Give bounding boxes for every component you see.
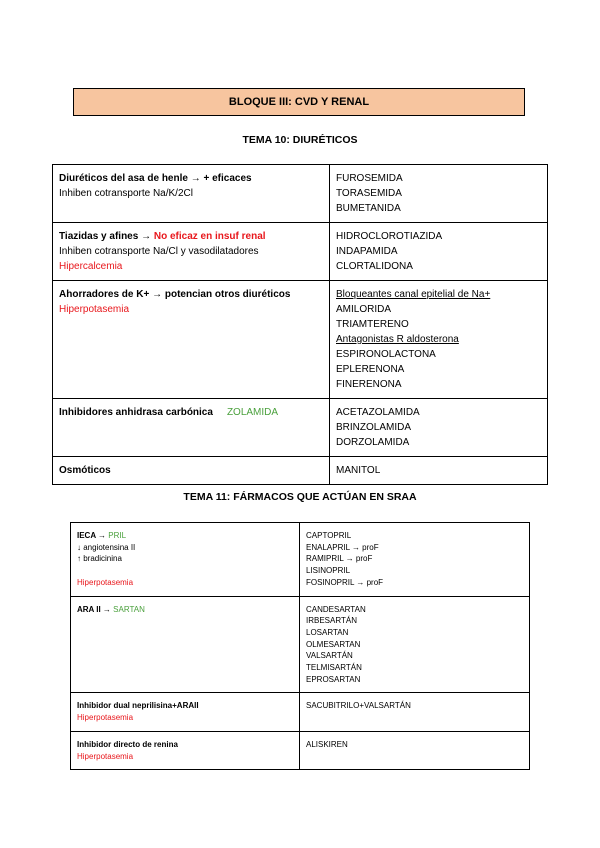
drugs-cell	[300, 596, 530, 693]
table-row	[71, 523, 530, 597]
drug-item: ENALAPRIL → proF	[306, 542, 379, 552]
drug-item: INDAPAMIDA	[336, 246, 398, 257]
adverse-effect: Hiperpotasemia	[77, 751, 134, 761]
mechanism: Inhiben cotransporte Na/Cl y vasodilatadores	[59, 246, 259, 257]
table-row	[53, 399, 548, 457]
class-feature: No eficaz en insuf renal	[153, 231, 266, 242]
class-cell	[53, 165, 330, 223]
drug-item: CAPTOPRIL	[306, 531, 352, 540]
drug-item: IRBESARTÁN	[306, 616, 357, 626]
suffix-label: PRIL	[108, 531, 127, 540]
class-cell	[71, 693, 300, 731]
tema10-title: TEMA 10: DIURÉTICOS	[242, 134, 358, 146]
effect-line: ↓ angiotensina II	[77, 542, 136, 552]
arrow-icon: →	[100, 604, 114, 614]
class-name: Tiazidas y afines	[59, 231, 139, 242]
class-cell	[53, 399, 330, 457]
drug-item: FUROSEMIDA	[336, 173, 403, 184]
drug-item: TORASEMIDA	[336, 188, 402, 199]
table-row	[53, 165, 548, 223]
drug-item: OLMESARTAN	[306, 639, 361, 649]
drug-item: FOSINOPRIL → proF	[306, 577, 384, 587]
drug-item: AMILORIDA	[336, 304, 392, 315]
drug-item: FINERENONA	[336, 379, 402, 390]
drug-item: MANITOL	[336, 465, 381, 476]
drug-item: LISINOPRIL	[306, 566, 351, 576]
class-cell	[71, 731, 300, 769]
drug-item: EPLERENONA	[336, 364, 405, 375]
table-row	[71, 596, 530, 693]
block-banner: BLOQUE III: CVD Y RENAL	[73, 88, 525, 116]
drug-item: VALSARTÁN	[306, 651, 353, 661]
class-name: Diuréticos del asa de henle	[59, 173, 188, 184]
drugs-cell	[330, 223, 548, 281]
drug-item: SACUBITRILO+VALSARTÁN	[306, 701, 411, 711]
drug-item: TELMISARTÁN	[306, 663, 362, 673]
arrow-icon: →	[138, 231, 154, 242]
table-row	[53, 457, 548, 485]
drug-item: LOSARTAN	[306, 627, 349, 637]
class-name: Ahorradores de K+	[59, 289, 150, 300]
mechanism: Inhiben cotransporte Na/K/2Cl	[59, 188, 193, 199]
drug-item: ESPIRONOLACTONA	[336, 349, 436, 360]
arrow-icon: →	[149, 289, 165, 300]
class-cell	[71, 523, 300, 597]
subgroup-label: Antagonistas R aldosterona	[336, 334, 459, 345]
adverse-effect: Hiperpotasemia	[77, 577, 134, 587]
suffix-label: SARTAN	[113, 604, 145, 614]
class-cell	[53, 457, 330, 485]
drug-item: CANDESARTAN	[306, 604, 366, 614]
class-cell	[71, 596, 300, 693]
class-name: ARA II	[77, 604, 101, 614]
class-name: Inhibidor directo de renina	[77, 739, 178, 749]
table-row	[53, 281, 548, 399]
drugs-cell	[300, 693, 530, 731]
class-name: IECA	[77, 531, 96, 540]
arrow-icon: →	[187, 173, 204, 184]
drugs-cell	[330, 165, 548, 223]
table-row	[71, 693, 530, 731]
class-feature: potencian otros diuréticos	[164, 289, 291, 300]
arrow-icon: →	[95, 531, 109, 540]
drug-item: BRINZOLAMIDA	[336, 422, 412, 433]
adverse-effect: Hipercalcemia	[59, 261, 123, 272]
table-row	[71, 731, 530, 769]
suffix-label: ZOLAMIDA	[226, 407, 279, 418]
drug-item: HIDROCLOROTIAZIDA	[336, 231, 443, 242]
drugs-cell	[330, 457, 548, 485]
drugs-cell	[300, 731, 530, 769]
drugs-cell	[330, 399, 548, 457]
diureticos-table	[52, 164, 548, 485]
class-feature: + eficaces	[203, 173, 252, 184]
class-name: Inhibidores anhidrasa carbónica	[59, 407, 213, 418]
drug-item: TRIAMTERENO	[336, 319, 409, 330]
effect-line: ↑ bradicinina	[77, 554, 122, 564]
drugs-cell	[330, 281, 548, 399]
tema11-title: TEMA 11: FÁRMACOS QUE ACTÚAN EN SRAA	[183, 491, 417, 503]
drug-item: EPROSARTAN	[306, 674, 361, 684]
class-cell	[53, 281, 330, 399]
class-name: Osmóticos	[59, 465, 111, 476]
drug-item: ALISKIREN	[306, 739, 348, 749]
drug-item: ACETAZOLAMIDA	[336, 407, 420, 418]
drug-item: BUMETANIDA	[336, 203, 401, 214]
adverse-effect: Hiperpotasemia	[59, 304, 130, 315]
drugs-cell	[300, 523, 530, 597]
drug-item: CLORTALIDONA	[336, 261, 413, 272]
subgroup-label: Bloqueantes canal epitelial de Na+	[336, 289, 491, 300]
drug-item: RAMIPRIL → proF	[306, 554, 373, 564]
class-cell	[53, 223, 330, 281]
drug-item: DORZOLAMIDA	[336, 437, 410, 448]
adverse-effect: Hiperpotasemia	[77, 713, 134, 723]
sraa-table	[70, 522, 530, 770]
class-name: Inhibidor dual neprilisina+ARAII	[77, 701, 199, 711]
table-row	[53, 223, 548, 281]
